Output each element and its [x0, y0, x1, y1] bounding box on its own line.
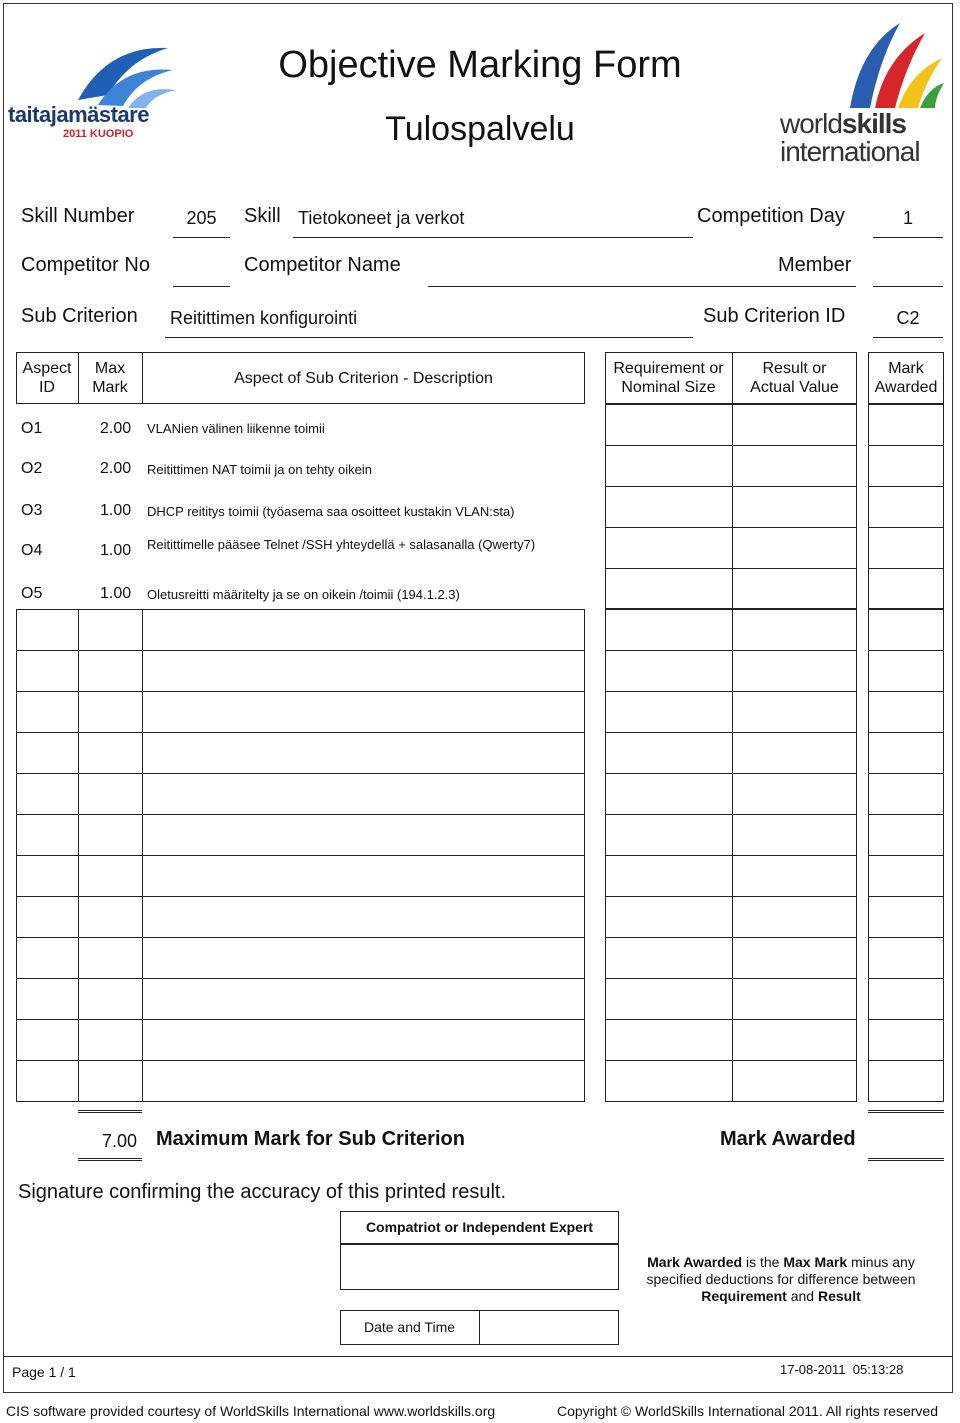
logo-brand-text: taitajamästare: [8, 102, 149, 127]
header-mark-awarded: Mark Awarded: [874, 360, 938, 396]
sub-criterion-id-label: Sub Criterion ID: [703, 305, 846, 327]
header-requirement: Requirement or Nominal Size: [613, 360, 724, 396]
mark-awarded-label: Mark Awarded: [720, 1128, 856, 1150]
max-total-label: Maximum Mark for Sub Criterion: [156, 1128, 465, 1150]
row-4-desc: Reitittimelle pääsee Telnet /SSH yhteydellä + salasanalla (Qwerty7): [147, 537, 536, 552]
mark-awarded-note: Mark Awarded is the Max Mark minus any specified deductions for difference between Requirement and Result: [646, 1254, 916, 1304]
copyright-text: Copyright © WorldSkills International 2011. All rights reserved: [557, 1403, 938, 1419]
competitor-no-label: Competitor No: [21, 254, 150, 276]
skill-number-label: Skill Number: [21, 205, 135, 227]
row-5-id: O5: [21, 585, 43, 602]
header-result: Result or Actual Value: [750, 360, 839, 396]
header-aspect-id: Aspect ID: [22, 360, 72, 396]
row-5-desc: Oletusreitti määritelty ja se on oikein /toimii (194.1.2.3): [147, 587, 460, 602]
sub-criterion-label: Sub Criterion: [21, 305, 138, 327]
competition-day-value: 1: [902, 208, 913, 228]
competition-day-label: Competition Day: [697, 205, 845, 227]
sub-criterion-value: Reitittimen konfigurointi: [170, 308, 358, 328]
row-4-max: 1.00: [100, 542, 132, 559]
header-max-mark: Max Mark: [92, 360, 128, 396]
row-1-desc: VLANien välinen liikenne toimii: [147, 421, 325, 436]
row-2-max: 2.00: [100, 460, 132, 477]
awarded-block-filled: [868, 404, 944, 609]
row-1-id: O1: [21, 420, 43, 437]
row-5-max: 1.00: [100, 585, 132, 602]
header-description: Aspect of Sub Criterion - Description: [234, 369, 493, 387]
worldskills-logo: [780, 18, 950, 168]
member-label: Member: [778, 254, 852, 276]
skill-number-value: 205: [186, 208, 217, 228]
skill-value: Tietokoneet ja verkot: [298, 208, 465, 228]
logo-international-text: international: [780, 136, 920, 167]
competitor-name-label: Competitor Name: [244, 254, 401, 276]
date-time-field[interactable]: [480, 1311, 618, 1344]
signature-statement: Signature confirming the accuracy of this printed result.: [18, 1181, 507, 1203]
expert-label: Compatriot or Independent Expert: [365, 1219, 594, 1235]
logo-skills-text: skills: [841, 108, 906, 139]
row-4-id: O4: [21, 542, 43, 559]
expert-signature-field[interactable]: [340, 1244, 619, 1290]
logo-event-text: 2011 KUOPIO: [63, 128, 134, 140]
row-3-max: 1.00: [100, 502, 132, 519]
logo-world-text: world: [780, 108, 842, 139]
page-subtitle: Tulospalvelu: [385, 110, 575, 148]
row-3-id: O3: [21, 502, 43, 519]
print-timestamp: 17-08-2011 05:13:28: [780, 1362, 904, 1377]
worldskills-burst-icon: [840, 18, 945, 110]
row-1-max: 2.00: [100, 420, 132, 437]
courtesy-text: CIS software provided courtesy of WorldSkills International www.worldskills.org: [6, 1403, 496, 1419]
row-2-desc: Reitittimen NAT toimii ja on tehty oikein: [147, 462, 372, 477]
row-2-id: O2: [21, 460, 43, 477]
max-total-value: 7.00: [102, 1131, 138, 1151]
sub-criterion-id-value: C2: [896, 308, 920, 328]
values-block-filled: [605, 404, 857, 609]
date-time-label: Date and Time: [363, 1319, 456, 1335]
skill-label: Skill: [244, 205, 281, 227]
row-3-desc: DHCP reititys toimii (työasema saa osoitteet kustakin VLAN:sta): [147, 504, 515, 519]
taitajamastare-logo: [8, 40, 178, 140]
page-title: Objective Marking Form: [278, 44, 682, 86]
page-number: Page 1 / 1: [12, 1364, 76, 1380]
swoosh-logo-icon: [68, 40, 178, 110]
